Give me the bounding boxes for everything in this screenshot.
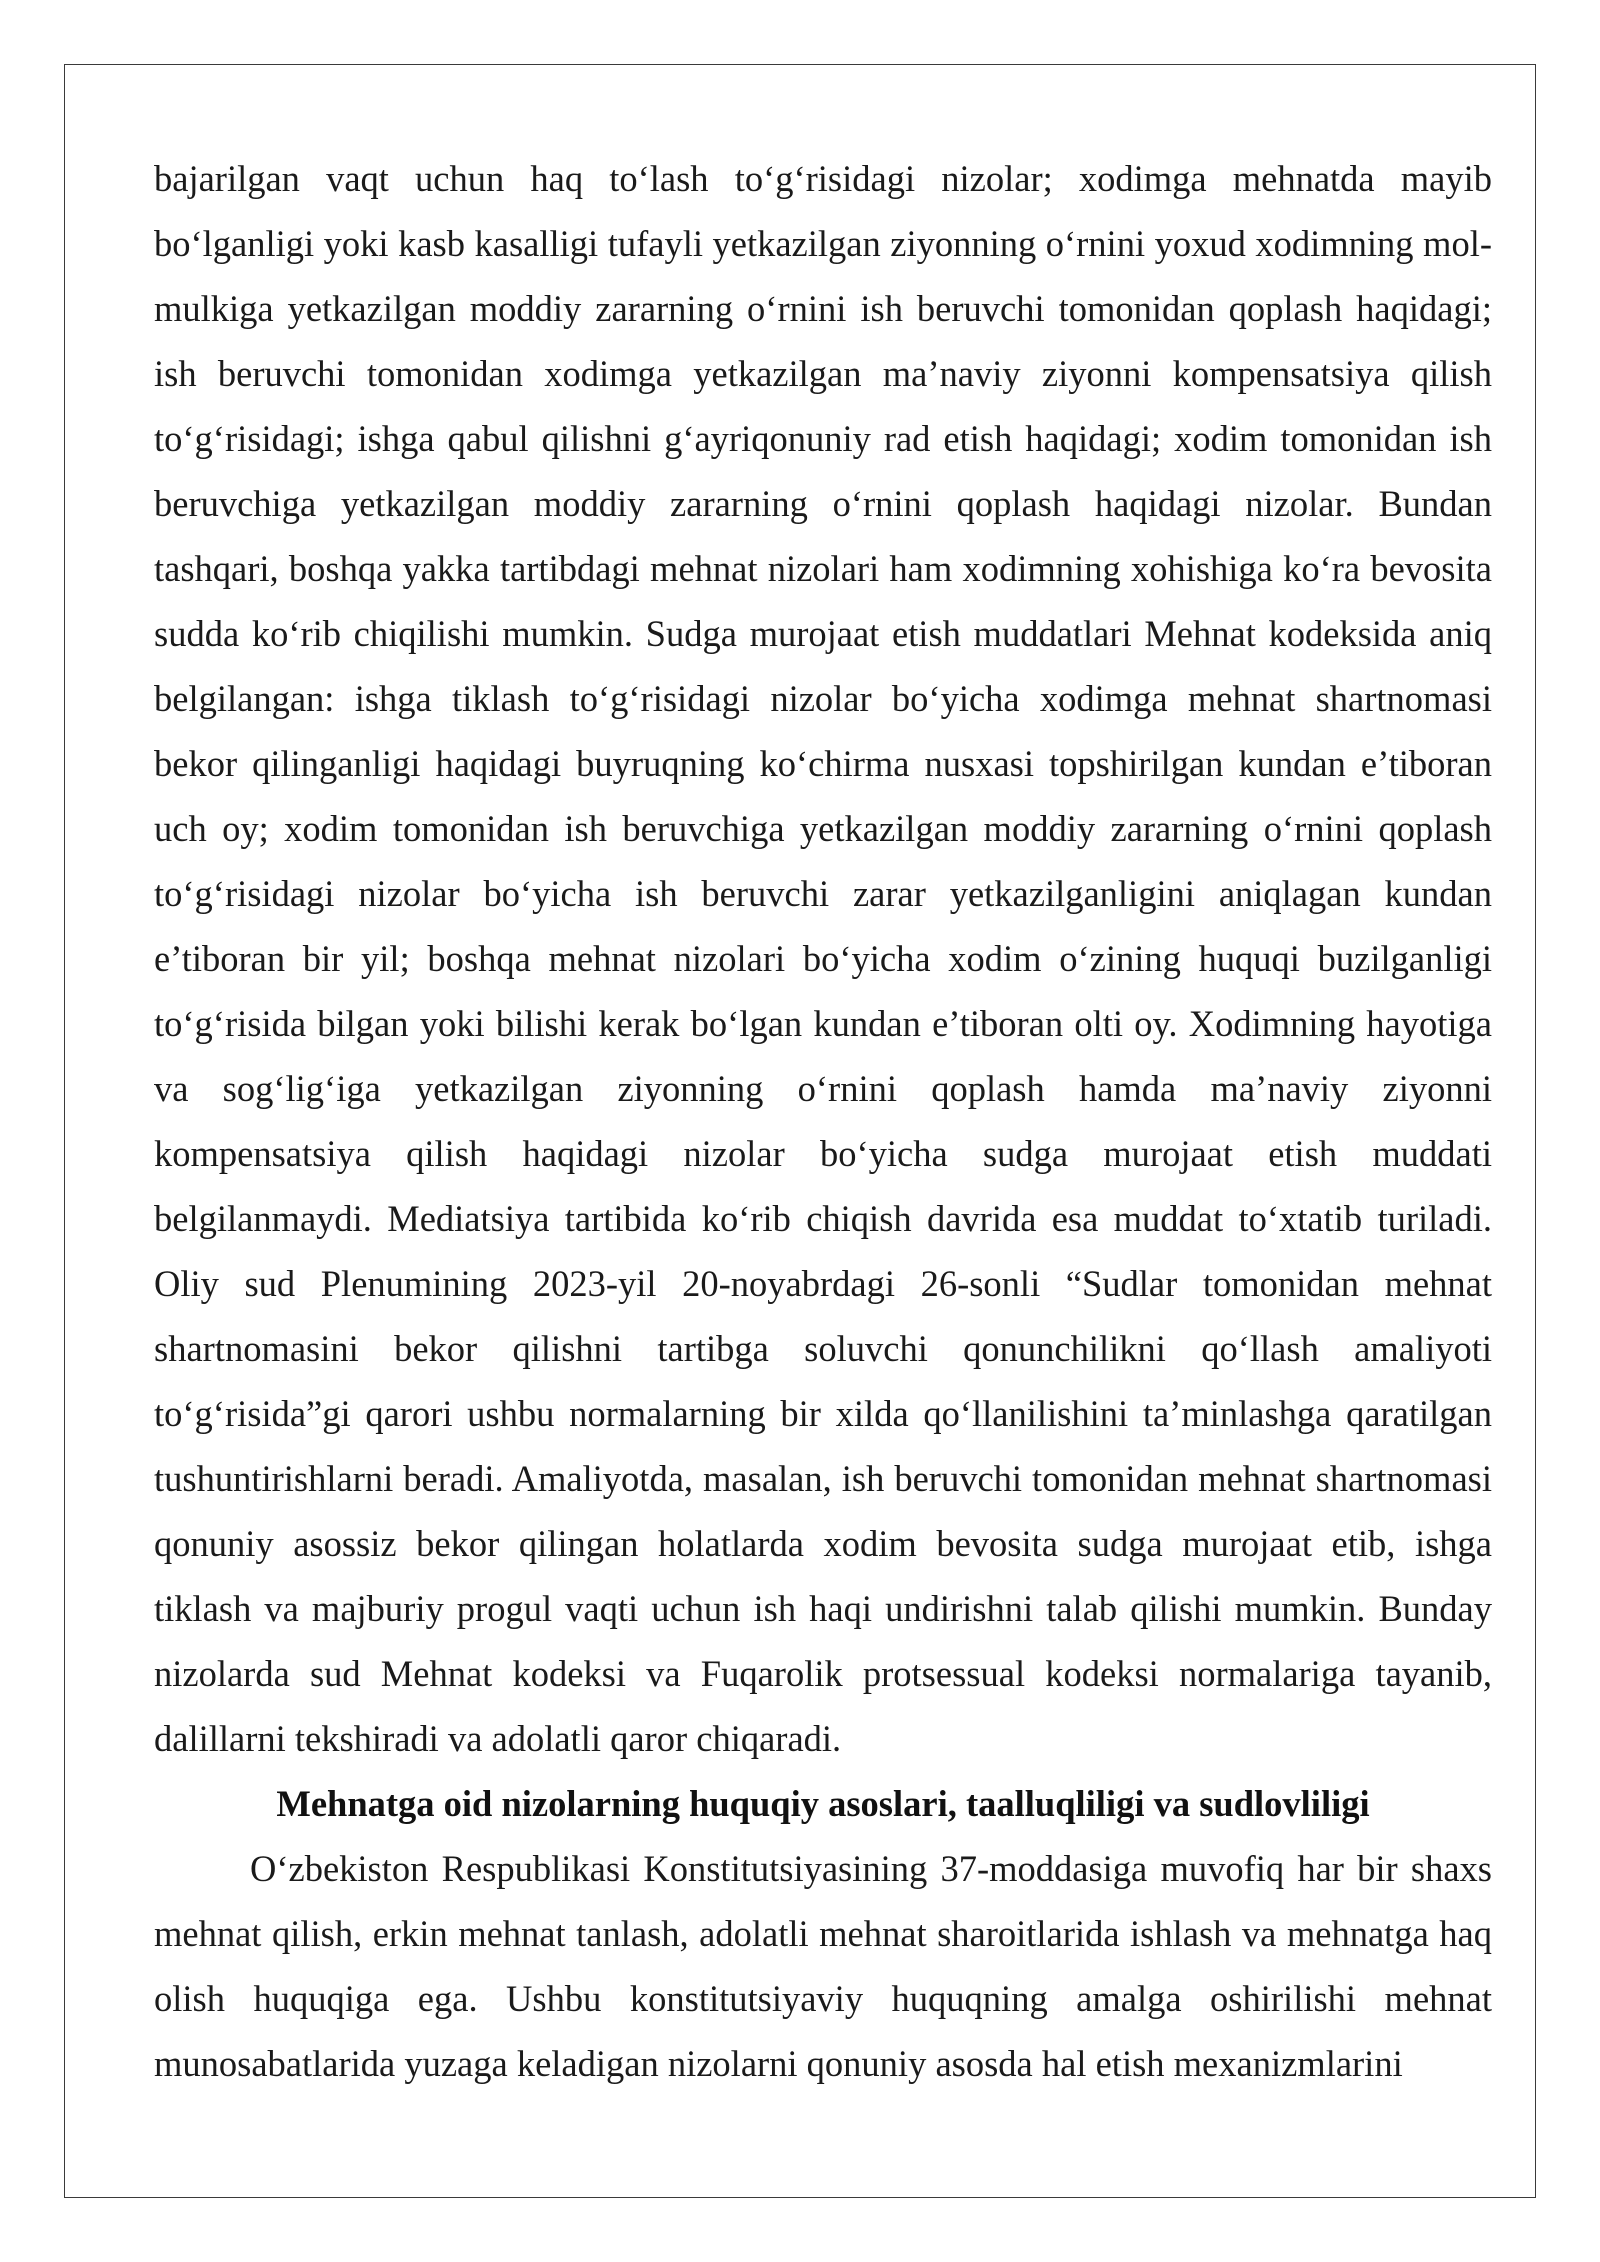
- section-heading: Mehnatga oid nizolarning huquqiy asoslari, taalluqliligi va sudlovliligi: [276, 1783, 1370, 1824]
- body-paragraph-continued: bajarilgan vaqt uchun haq to‘lash to‘g‘risidagi nizolar; xodimga mehnatda mayib bo‘lganligi yoki kasb kasalligi tufayli yetkazilgan ziyonning o‘rnini yoxud xodimning mol-mulkiga yetkazilgan moddiy zararning o‘rnini ish beruvchi tomonidan qoplash haqidagi; ish beruvchi tomonidan xodimga yetkazilgan ma’naviy ziyonni kompensatsiya qilish to‘g‘risidagi; ishga qabul qilishni g‘ayriqonuniy rad etish haqidagi; xodim tomonidan ish beruvchiga yetkazilgan moddiy zararning o‘rnini qoplash haqidagi nizolar. Bundan tashqari, boshqa yakka tartibdagi mehnat nizolari ham xodimning xohishiga ko‘ra bevosita sudda ko‘rib chiqilishi mumkin. Sudga murojaat etish muddatlari Mehnat kodeksida aniq belgilangan: ishga tiklash to‘g‘risidagi nizolar bo‘yicha xodimga mehnat shartnomasi bekor qilinganligi haqidagi buyruqning ko‘chirma nusxasi topshirilgan kundan e’tiboran uch oy; xodim tomonidan ish beruvchiga yetkazilgan moddiy zararning o‘rnini qoplash to‘g‘risidagi nizolar bo‘yicha ish beruvchi zarar yetkazilganligini aniqlagan kundan e’tiboran bir yil; boshqa mehnat nizolari bo‘yicha xodim o‘zining huquqi buzilganligi to‘g‘risida bilgan yoki bilishi kerak bo‘lgan kundan e’tiboran olti oy. Xodimning hayotiga va sog‘lig‘iga yetkazilgan ziyonning o‘rnini qoplash hamda ma’naviy ziyonni kompensatsiya qilish haqidagi nizolar bo‘yicha sudga murojaat etish muddati belgilanmaydi. Mediatsiya tartibida ko‘rib chiqish davrida esa muddat to‘xtatib turiladi. Oliy sud Plenumining 2023-yil 20-noyabrdagi 26-sonli “Sudlar tomonidan mehnat shartnomasini bekor qilishni tartibga soluvchi qonunchilikni qo‘llash amaliyoti to‘g‘risida”gi qarori ushbu normalarning bir xilda qo‘llanilishini ta’minlashga qaratilgan tushuntirishlarni beradi. Amaliyotda, masalan, ish beruvchi tomonidan mehnat shartnomasi qonuniy asossiz bekor qilingan holatlarda xodim bevosita sudga murojaat etib, ishga tiklash va majburiy progul vaqti uchun ish haqi undirishni talab qilishi mumkin. Bunday nizolarda sud Mehnat kodeksi va Fuqarolik protsessual kodeksi normalariga tayanib, dalillarni tekshiradi va adolatli qaror chiqaradi.: [154, 158, 1492, 1759]
- document-body: [154, 146, 1492, 2096]
- body-paragraph: O‘zbekiston Respublikasi Konstitutsiyasining 37-moddasiga muvofiq har bir shaxs mehnat qilish, erkin mehnat tanlash, adolatli mehnat sharoitlarida ishlash va mehnatga haq olish huquqiga ega. Ushbu konstitutsiyaviy huquqning amalga oshirilishi mehnat munosabatlarida yuzaga keladigan nizolarni qonuniy asosda hal etish mexanizmlarini: [154, 1848, 1492, 2084]
